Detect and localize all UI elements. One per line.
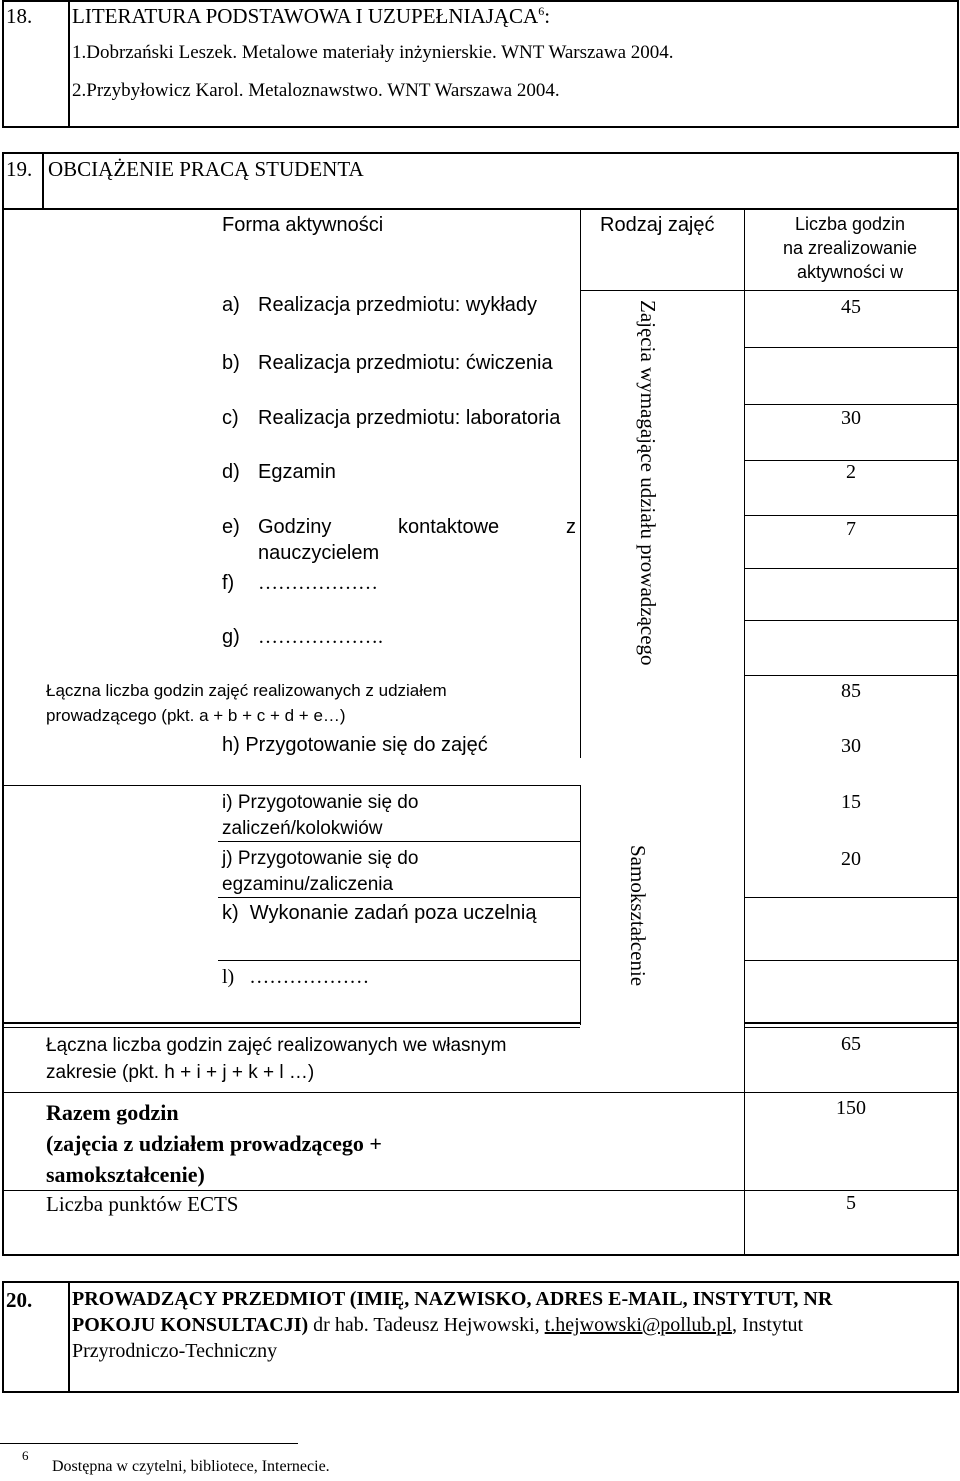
row-f-text: ……………… — [258, 572, 378, 594]
row-d-text: Egzamin — [258, 461, 336, 483]
section-20-bold-b: POKOJU KONSULTACJI) — [72, 1314, 309, 1336]
group-label-prowadzacy: Zajęcia wymagające udziału prowadzącego — [636, 300, 660, 666]
value-row-line-j — [744, 897, 958, 898]
ects-value: 5 — [846, 1192, 856, 1214]
row-f-letter: f) — [222, 572, 235, 594]
literature-item-1: 1.Dobrzański Leszek. Metalowe materiały inżynierskie. WNT Warszawa 2004. — [72, 42, 674, 63]
row-e-text-d: nauczycielem — [258, 542, 380, 564]
row-h-value: 30 — [841, 735, 861, 757]
total-2-value: 65 — [841, 1033, 861, 1055]
section-20-line2 — [72, 1314, 803, 1337]
row-j-line1: j) Przygotowanie się do — [222, 848, 419, 869]
header-liczba-line1: Liczba godzin — [794, 214, 906, 234]
razem-value: 150 — [836, 1097, 866, 1119]
row-i-line1: i) Przygotowanie się do — [222, 792, 419, 813]
row-j-value: 20 — [841, 848, 861, 870]
footnote-ref[interactable]: 6 — [538, 4, 545, 18]
row-g-letter: g) — [222, 626, 240, 648]
lecturer-email-link[interactable]: t.hejwowski@pollub.pl — [544, 1314, 732, 1336]
row-line-e — [744, 568, 958, 569]
literature-item-2: 2.Przybyłowicz Karol. Metaloznawstwo. WNT Warszawa 2004. — [72, 80, 560, 101]
self-study-row-line-k — [218, 960, 580, 961]
razem-label — [46, 1097, 382, 1190]
row-e-text-c: z — [566, 516, 576, 538]
row-e-value: 7 — [846, 518, 856, 540]
value-bottom-line-2 — [744, 1027, 958, 1028]
row-g-text: ………………. — [258, 626, 383, 648]
section-20-divider — [68, 1281, 70, 1393]
total-2-label — [46, 1032, 506, 1086]
row-b-letter: b) — [222, 352, 240, 374]
row-c-text: Realizacja przedmiotu: laboratoria — [258, 407, 561, 429]
row-line-a — [744, 347, 958, 348]
section-18-colon: : — [544, 4, 551, 28]
row-line-b — [744, 404, 958, 405]
value-bottom-line — [744, 1022, 958, 1024]
row-b-text: Realizacja przedmiotu: ćwiczenia — [258, 352, 553, 374]
row-d-value: 2 — [846, 461, 856, 483]
section-18-title — [72, 4, 550, 29]
total-1-line1: Łączna liczba godzin zajęć realizowanych z udziałem — [46, 681, 447, 700]
row-i-text — [222, 790, 418, 842]
row-j-text — [222, 846, 418, 898]
total-1-value: 85 — [841, 680, 861, 702]
header-liczba-line3: aktywności w — [796, 262, 904, 282]
row-line-f — [744, 620, 958, 621]
section-19-title: OBCIĄŻENIE PRACĄ STUDENTA — [48, 157, 364, 181]
section-20-after: , Instytut — [731, 1314, 804, 1336]
row-h-text: h) Przygotowanie się do zajęć — [222, 734, 488, 756]
footnote-separator — [0, 1443, 298, 1444]
row-a-value: 45 — [841, 296, 861, 318]
row-k-text: k) Wykonanie zadań poza uczelnią — [222, 902, 537, 924]
self-study-top-line — [2, 785, 580, 786]
section-18-number: 18. — [6, 4, 33, 28]
row-line-g — [744, 675, 958, 676]
row-i-value: 15 — [841, 791, 861, 813]
section-19-header-line — [2, 208, 959, 210]
section-20-line3: Przyrodniczo-Techniczny — [72, 1340, 278, 1362]
row-c-value: 30 — [841, 407, 861, 429]
self-study-bottom-line — [2, 1022, 580, 1024]
razem-line1: Razem godzin — [46, 1100, 179, 1125]
header-liczba — [760, 212, 940, 284]
total-1-line2: prowadzącego (pkt. a + b + c + d + e…) — [46, 706, 346, 725]
section-20-number: 20. — [6, 1288, 33, 1312]
footnote-text: Dostępna w czytelni, bibliotece, Internecie. — [52, 1458, 330, 1475]
total-2-line1: Łączna liczba godzin zajęć realizowanych we własnym — [46, 1035, 507, 1056]
row-i-line2: zaliczeń/kolokwiów — [222, 818, 383, 839]
row-line-d — [744, 515, 958, 516]
footnote-number: 6 — [22, 1448, 29, 1463]
section-19-number: 19. — [6, 157, 33, 181]
header-rodzaj: Rodzaj zajęć — [600, 214, 715, 236]
row-l-text: l) ……………… — [222, 966, 370, 988]
self-study-bottom-line-2 — [2, 1027, 580, 1028]
section-19-num-divider — [42, 152, 44, 208]
ects-label: Liczba punktów ECTS — [46, 1192, 239, 1216]
total-1-label — [46, 678, 447, 728]
section-18-title-text: LITERATURA PODSTAWOWA I UZUPEŁNIAJĄCA — [72, 4, 539, 28]
header-forma: Forma aktywności — [222, 214, 384, 236]
row-c-letter: c) — [222, 407, 239, 429]
lecturer-name: dr hab. Tadeusz Hejwowski, — [308, 1314, 545, 1336]
row-a-letter: a) — [222, 294, 240, 316]
row-j-line2: egzaminu/zaliczenia — [222, 874, 394, 895]
razem-bottom-line — [2, 1190, 959, 1191]
razem-line2: (zajęcia z udziałem prowadzącego + — [46, 1131, 382, 1156]
row-a-text: Realizacja przedmiotu: wykłady — [258, 294, 538, 316]
row-e-text-b: kontaktowe — [398, 516, 500, 538]
col-divider-liczba — [744, 208, 745, 1256]
total-2-line2: zakresie (pkt. h + i + j + k + l …) — [46, 1062, 315, 1083]
header-liczba-line2: na zrealizowanie — [782, 238, 918, 258]
group-label-samoksztalcenie: Samokształcenie — [626, 845, 650, 987]
self-study-divider — [580, 785, 581, 1025]
razem-line3: samokształcenie) — [46, 1162, 205, 1187]
value-row-line-k — [744, 960, 958, 961]
header-bottom-line — [580, 290, 958, 291]
row-d-letter: d) — [222, 461, 240, 483]
section-20-line1: PROWADZĄCY PRZEDMIOT (IMIĘ, NAZWISKO, ADRES E-MAIL, INSTYTUT, NR — [72, 1288, 833, 1310]
row-e-letter: e) — [222, 516, 240, 538]
section-18-divider — [68, 0, 70, 128]
row-e-text-a: Godziny — [258, 516, 332, 538]
total-2-bottom-line — [2, 1092, 959, 1093]
